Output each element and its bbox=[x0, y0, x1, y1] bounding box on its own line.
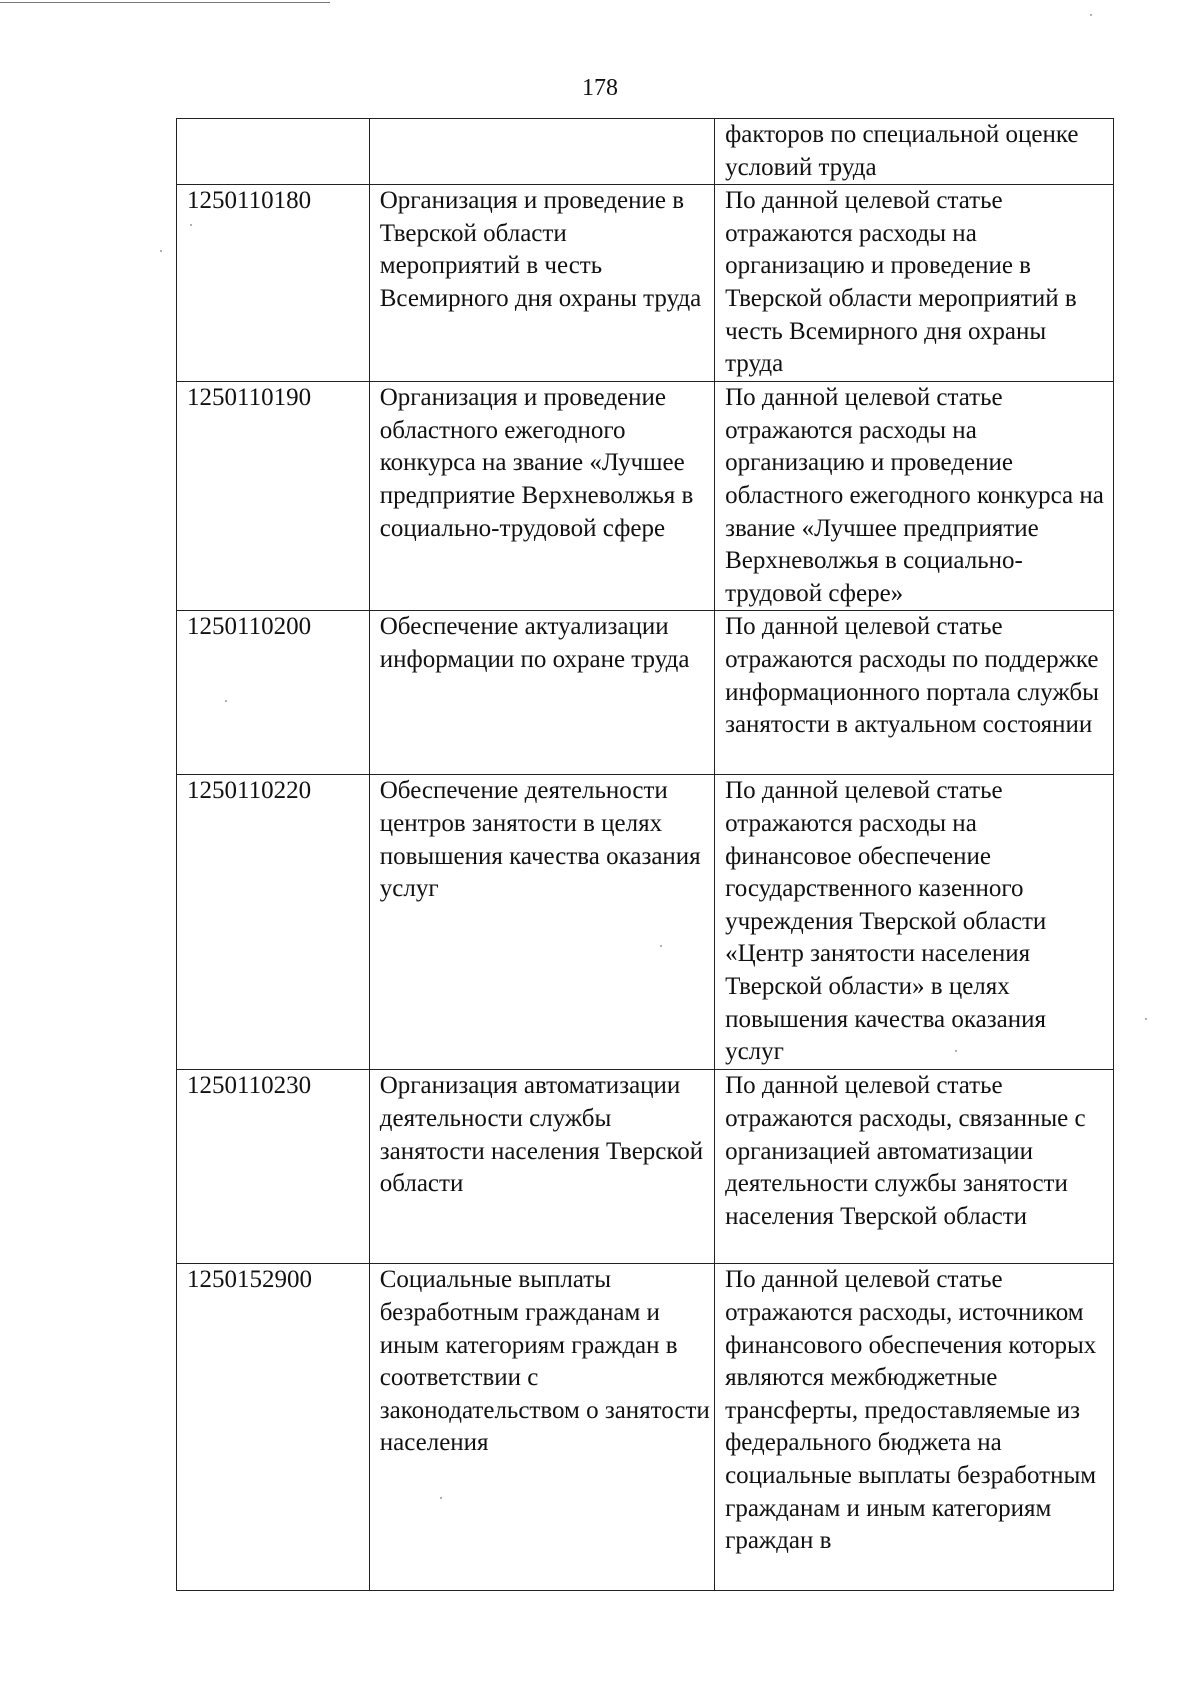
code-cell bbox=[177, 119, 370, 185]
description-cell: По данной целевой статье отражаются расходы по поддержке информационного портала службы занятости в актуальном состоянии bbox=[715, 611, 1114, 775]
table-row bbox=[177, 185, 1114, 382]
code-cell: 1250110220 bbox=[177, 775, 370, 1070]
page-number: 178 bbox=[582, 75, 618, 101]
code-cell: 1250110190 bbox=[177, 382, 370, 611]
budget-classification-table bbox=[176, 118, 1114, 1591]
name-cell: Организация автоматизации деятельности службы занятости населения Тверской области bbox=[369, 1070, 714, 1264]
name-cell: Организация и проведение в Тверской области мероприятий в честь Всемирного дня охраны труда bbox=[369, 185, 714, 382]
scan-speck bbox=[190, 224, 192, 226]
code-cell: 1250110230 bbox=[177, 1070, 370, 1264]
name-cell: Обеспечение актуализации информации по охране труда bbox=[369, 611, 714, 775]
code-cell: 1250110200 bbox=[177, 611, 370, 775]
scan-speck bbox=[225, 700, 227, 702]
code-cell: 1250110180 bbox=[177, 185, 370, 382]
description-cell: По данной целевой статье отражаются расходы, источником финансового обеспечения которых являются межбюджетные трансферты, предоставляемые из федерального бюджета на социальные выплаты безработным гражданам и иным категориям граждан в bbox=[715, 1264, 1114, 1591]
name-cell: Организация и проведение областного ежегодного конкурса на звание «Лучшее предприятие Верхневолжья в социально-трудовой сфере bbox=[369, 382, 714, 611]
table-row bbox=[177, 119, 1114, 185]
table-row bbox=[177, 1070, 1114, 1264]
name-cell: Обеспечение деятельности центров занятости в целях повышения качества оказания услуг bbox=[369, 775, 714, 1070]
code-cell: 1250152900 bbox=[177, 1264, 370, 1591]
table-row bbox=[177, 611, 1114, 775]
description-cell: По данной целевой статье отражаются расходы на финансовое обеспечение государственного казенного учреждения Тверской области «Центр занятости населения Тверской области» в целях повышения качества оказания услуг bbox=[715, 775, 1114, 1070]
description-cell: По данной целевой статье отражаются расходы на организацию и проведение областного ежегодного конкурса на звание «Лучшее предприятие Верхневолжья в социально-трудовой сфере» bbox=[715, 382, 1114, 611]
description-cell: факторов по специальной оценке условий труда bbox=[715, 119, 1114, 185]
description-cell: По данной целевой статье отражаются расходы на организацию и проведение в Тверской области мероприятий в честь Всемирного дня охраны труда bbox=[715, 185, 1114, 382]
description-cell: По данной целевой статье отражаются расходы, связанные с организацией автоматизации деятельности службы занятости населения Тверской области bbox=[715, 1070, 1114, 1264]
scan-speck bbox=[955, 1050, 957, 1052]
name-cell bbox=[369, 119, 714, 185]
table-row bbox=[177, 382, 1114, 611]
scan-speck bbox=[660, 945, 662, 947]
scan-speck bbox=[440, 1497, 442, 1499]
scan-speck bbox=[1145, 1018, 1147, 1020]
scan-speck bbox=[160, 250, 162, 252]
table-row bbox=[177, 775, 1114, 1070]
name-cell: Социальные выплаты безработным гражданам и иным категориям граждан в соответствии с законодательством о занятости населения bbox=[369, 1264, 714, 1591]
table-row bbox=[177, 1264, 1114, 1591]
scan-edge-line bbox=[0, 2, 330, 3]
scan-speck bbox=[1090, 14, 1092, 16]
